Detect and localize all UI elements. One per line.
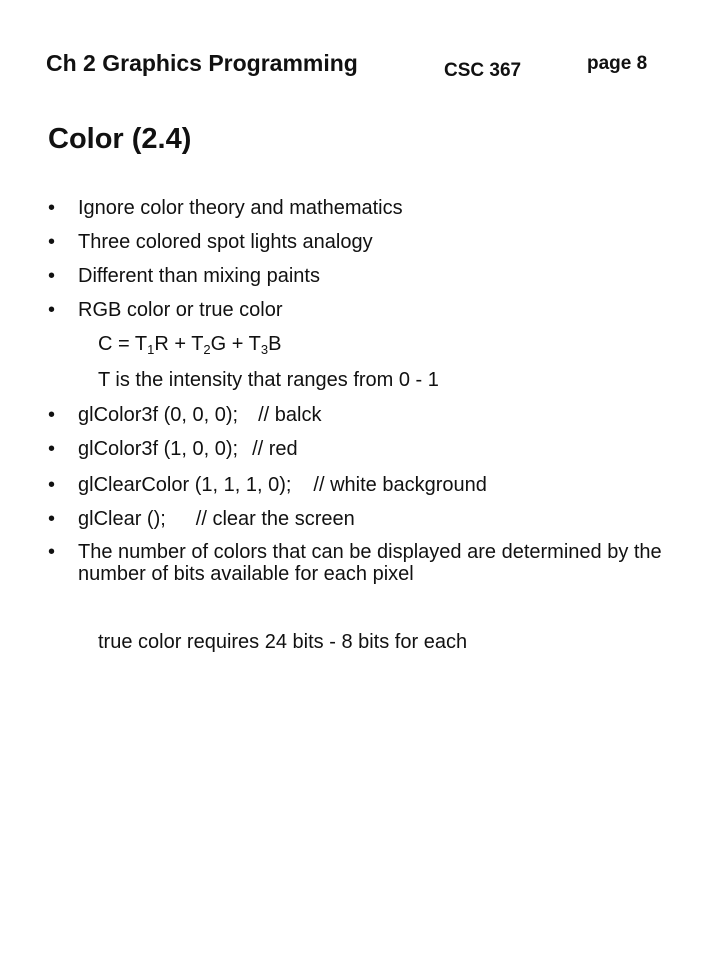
- intensity-note: T is the intensity that ranges from 0 - 1: [98, 369, 439, 391]
- bullet-text: Different than mixing paints: [78, 265, 320, 287]
- code-call: glColor3f (0, 0, 0);: [78, 404, 239, 426]
- bullet-item: [48, 472, 487, 498]
- bullet-icon: •: [48, 197, 56, 219]
- formula-subscript: 3: [260, 342, 269, 357]
- bullet-item: [48, 541, 698, 585]
- true-color-note: true color requires 24 bits - 8 bits for each: [98, 631, 468, 653]
- bullet-text: Three colored spot lights analogy: [78, 231, 373, 253]
- code-comment: // white background: [313, 474, 487, 496]
- bullet-item: [48, 229, 373, 255]
- bullet-icon: •: [48, 474, 56, 496]
- formula-subscript: 2: [203, 342, 211, 357]
- bullet-item: [48, 297, 283, 323]
- code-comment: // balck: [258, 404, 322, 426]
- code-comment: // red: [252, 438, 298, 460]
- bullet-icon: •: [48, 541, 56, 563]
- course-code: CSC 367: [444, 60, 522, 81]
- page-number: page 8: [587, 53, 648, 74]
- code-call: glColor3f (1, 0, 0);: [78, 438, 239, 460]
- course-title: Ch 2 Graphics Programming: [46, 50, 358, 76]
- bullet-icon: •: [48, 404, 56, 426]
- bullet-icon: •: [48, 438, 56, 460]
- bullet-icon: •: [48, 231, 56, 253]
- bullet-item: [48, 436, 298, 462]
- bullet-item: [48, 263, 320, 289]
- bullet-icon: •: [48, 299, 56, 321]
- color-formula: [98, 331, 281, 357]
- formula-part: R + T: [154, 333, 204, 355]
- formula-part: C = T: [98, 333, 148, 355]
- bullet-text: Ignore color theory and mathematics: [78, 197, 403, 219]
- bullet-text: RGB color or true color: [78, 299, 283, 321]
- formula-subscript: 1: [147, 342, 155, 357]
- bullet-icon: •: [48, 508, 56, 530]
- code-call: glClearColor (1, 1, 1, 0);: [78, 474, 292, 496]
- formula-part: B: [268, 333, 282, 355]
- slide-title: Color (2.4): [48, 123, 192, 155]
- code-call: glClear ();: [78, 508, 166, 530]
- bullet-icon: •: [48, 265, 56, 287]
- code-comment: // clear the screen: [195, 508, 355, 530]
- bullet-item: [48, 195, 403, 221]
- bullet-text: The number of colors that can be displayed are determined by the number of bits available for each pixel: [78, 541, 662, 585]
- bullet-item: [48, 402, 322, 428]
- formula-part: G + T: [210, 333, 261, 355]
- bullet-item: [48, 506, 355, 532]
